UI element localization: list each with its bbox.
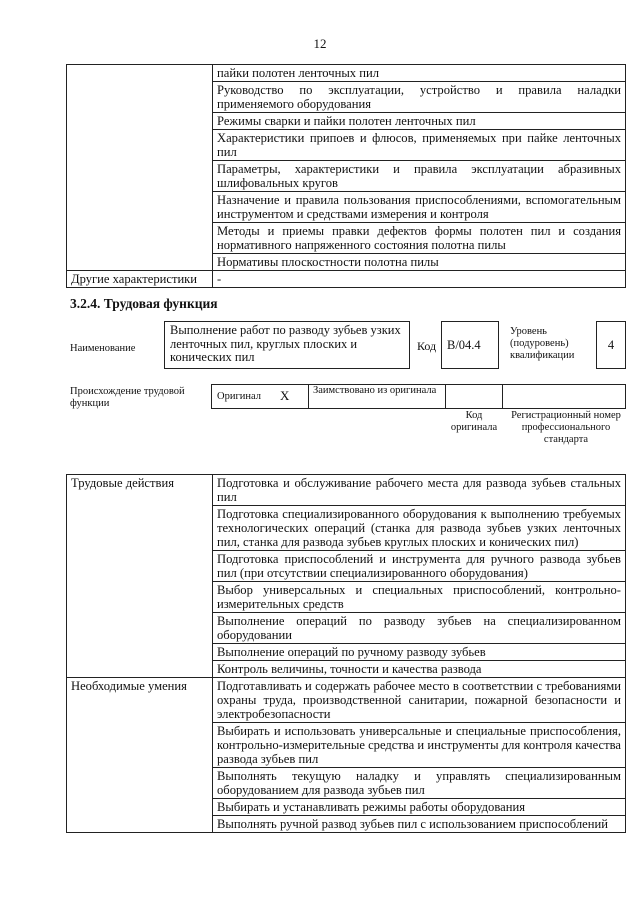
skills-label: Необходимые умения	[67, 678, 213, 833]
knowledge-table	[66, 64, 626, 288]
skill-item: Выполнять текущую наладку и управлять специализированным оборудованием для развода зубьев пил	[213, 768, 626, 799]
knowledge-item: Назначение и правила пользования приспособлениями, вспомогательным инструментом и средствами измерения и контроля	[213, 192, 626, 223]
page-number: 12	[313, 36, 327, 51]
code-label: Код	[417, 339, 437, 353]
name-label: Наименование	[70, 343, 136, 354]
skill-item: Выбирать и устанавливать режимы работы оборудования	[213, 799, 626, 816]
action-item: Подготовка специализированного оборудования к выполнению требуемых технологических операций (станка для развода зубьев узких ленточных пил, станка для развода зубьев круглых плоских и конических пил)	[213, 506, 626, 551]
code-original-label: Код оригинала	[450, 410, 498, 433]
knowledge-item: Методы и приемы правки дефектов формы полотен пил и создания нормативного напряженного состояния полотна пилы	[213, 223, 626, 254]
labor-function-table	[66, 474, 626, 833]
origin-divider	[445, 385, 446, 408]
origin-row	[211, 384, 626, 409]
original-label: Оригинал	[217, 391, 261, 402]
knowledge-item: пайки полотен ленточных пил	[213, 65, 626, 82]
origin-label: Происхождение трудовой функции	[70, 386, 185, 409]
knowledge-item: Характеристики припоев и флюсов, применяемых при пайке ленточных пил	[213, 130, 626, 161]
skill-item: Подготавливать и содержать рабочее место в соответствии с требованиями охраны труда, производственной санитарии, пожарной безопасности и электробезопасности	[213, 678, 626, 723]
other-characteristics-value: -	[213, 271, 626, 288]
other-characteristics-label: Другие характеристики	[67, 271, 213, 288]
level-value-box: 4	[596, 321, 626, 369]
action-item: Выполнение операций по разводу зубьев на специализированном оборудовании	[213, 613, 626, 644]
original-mark: X	[280, 388, 290, 403]
borrowed-label: Заимствовано из оригинала	[313, 385, 437, 396]
knowledge-item: Параметры, характеристики и правила эксплуатации абразивных шлифовальных кругов	[213, 161, 626, 192]
skill-item: Выполнять ручной развод зубьев пил с использованием приспособлений	[213, 816, 626, 833]
action-item: Контроль величины, точности и качества развода	[213, 661, 626, 678]
origin-divider	[308, 385, 309, 408]
level-label: Уровень (подуровень) квалификации	[510, 326, 575, 361]
origin-divider	[502, 385, 503, 408]
actions-label: Трудовые действия	[67, 475, 213, 678]
function-name-box: Выполнение работ по разводу зубьев узких ленточных пил, круглых плоских и конических пил	[164, 321, 410, 369]
knowledge-label-cell	[67, 65, 213, 271]
action-item: Подготовка и обслуживание рабочего места для развода зубьев стальных пил	[213, 475, 626, 506]
section-title: 3.2.4. Трудовая функция	[70, 296, 218, 311]
action-item: Подготовка приспособлений и инструмента для ручного развода зубьев пил (при отсутствии специализированного оборудования)	[213, 551, 626, 582]
knowledge-item: Руководство по эксплуатации, устройство и правила наладки применяемого оборудования	[213, 82, 626, 113]
action-item: Выбор универсальных и специальных приспособлений, контрольно-измерительных средств	[213, 582, 626, 613]
knowledge-item: Режимы сварки и пайки полотен ленточных пил	[213, 113, 626, 130]
action-item: Выполнение операций по ручному разводу зубьев	[213, 644, 626, 661]
skill-item: Выбирать и использовать универсальные и специальные приспособления, контрольно-измерительные средства и инструменты для контроля качества развода зубьев пил	[213, 723, 626, 768]
knowledge-item: Нормативы плоскостности полотна пилы	[213, 254, 626, 271]
code-value-box: В/04.4	[441, 321, 499, 369]
registration-number-label: Регистрационный номер профессионального стандарта	[511, 410, 621, 445]
